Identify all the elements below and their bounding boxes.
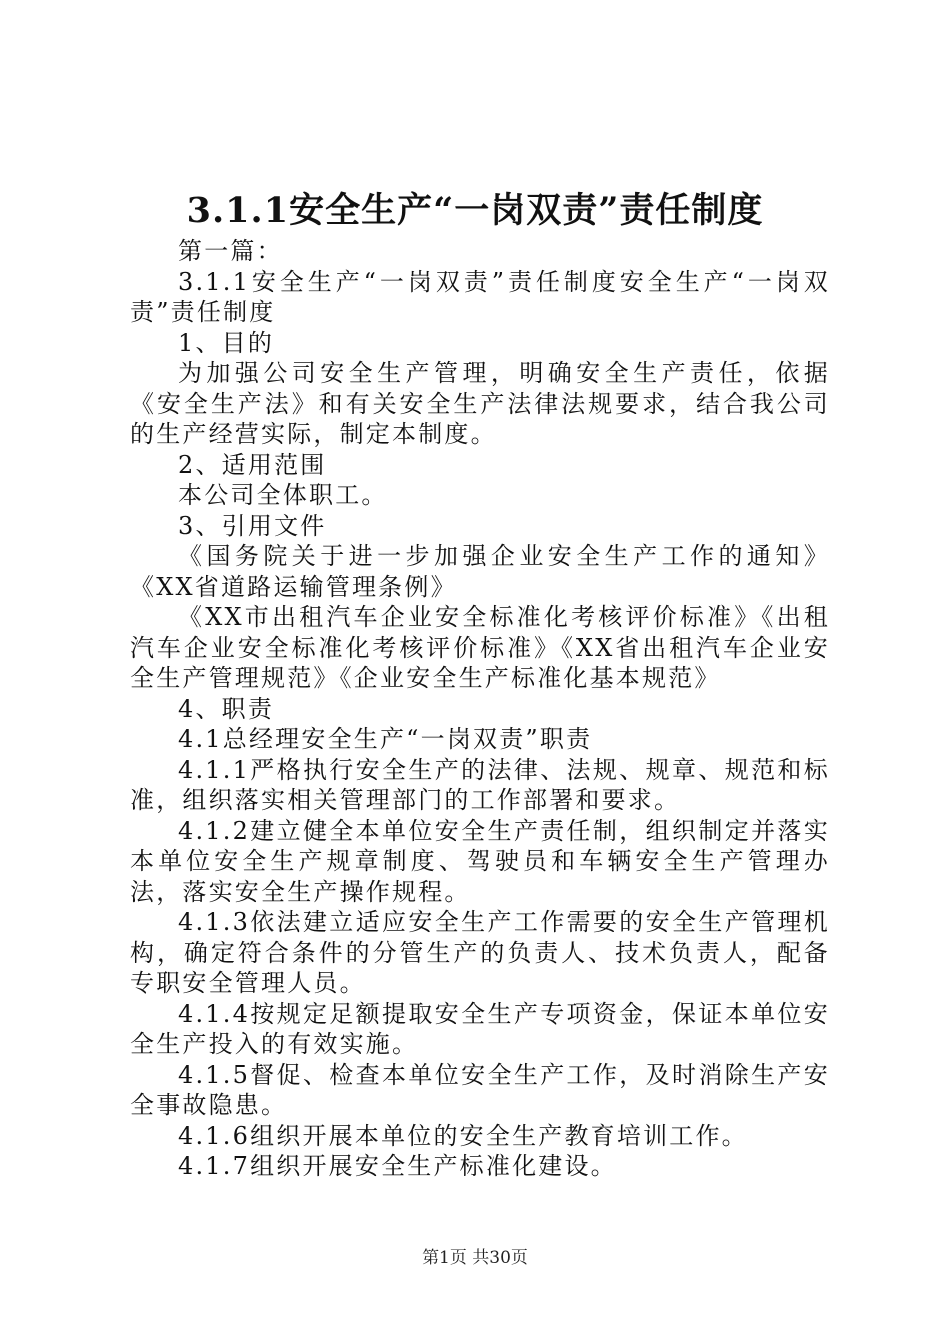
heading-references: 3、引用文件 — [178, 511, 327, 540]
paragraph-duty-4-1-5: 4.1.5督促、检查本单位安全生产工作，及时消除生产安全事故隐患。 — [130, 1060, 830, 1119]
paragraph-purpose: 为加强公司安全生产管理，明确安全生产责任，依据《安全生产法》和有关安全生产法律法规要求，结合我公司的生产经营实际，制定本制度。 — [130, 359, 830, 448]
paragraph-duty-4-1-7: 4.1.7组织开展安全生产标准化建设。 — [178, 1152, 617, 1180]
paragraph-duty-4-1-6: 4.1.6组织开展本单位的安全生产教育培训工作。 — [178, 1121, 748, 1150]
paragraph-scope: 本公司全体职工。 — [178, 481, 388, 509]
document-title: 3.1.1安全生产“一岗双责”责任制度 — [186, 190, 764, 231]
heading-scope: 2、适用范围 — [178, 450, 327, 479]
paragraph-references-2: 《XX市出租汽车企业安全标准化考核评价标准》《出租汽车企业安全标准化考核评价标准》《XX省出租汽车企业安全生产管理规范》《企业安全生产标准化基本规范》 — [130, 603, 830, 692]
paragraph-references-1: 《国务院关于进一步加强企业安全生产工作的通知》《XX省道路运输管理条例》 — [130, 542, 830, 601]
heading-duties: 4、职责 — [178, 694, 275, 723]
paragraph-duty-4-1-3: 4.1.3依法建立适应安全生产工作需要的安全生产管理机构，确定符合条件的分管生产的负责人、技术负责人，配备专职安全管理人员。 — [130, 908, 830, 997]
heading-purpose: 1、目的 — [178, 328, 275, 357]
paragraph-section-title: 3.1.1安全生产“一岗双责”责任制度安全生产“一岗双责”责任制度 — [130, 267, 830, 326]
paragraph-duty-4-1-2: 4.1.2建立健全本单位安全生产责任制，组织制定并落实本单位安全生产规章制度、驾驶员和车辆安全生产管理办法，落实安全生产操作规程。 — [130, 816, 830, 906]
paragraph-duty-4-1-1: 4.1.1严格执行安全生产的法律、法规、规章、规范和标准，组织落实相关管理部门的工作部署和要求。 — [130, 755, 830, 814]
document-body — [130, 236, 830, 1182]
paragraph-part-heading: 第一篇： — [178, 237, 283, 265]
page-footer: 第1页 共30页 — [422, 1248, 528, 1268]
heading-gm-duties: 4.1总经理安全生产“一岗双责”职责 — [178, 725, 593, 753]
paragraph-duty-4-1-4: 4.1.4按规定足额提取安全生产专项资金，保证本单位安全生产投入的有效实施。 — [130, 999, 830, 1058]
